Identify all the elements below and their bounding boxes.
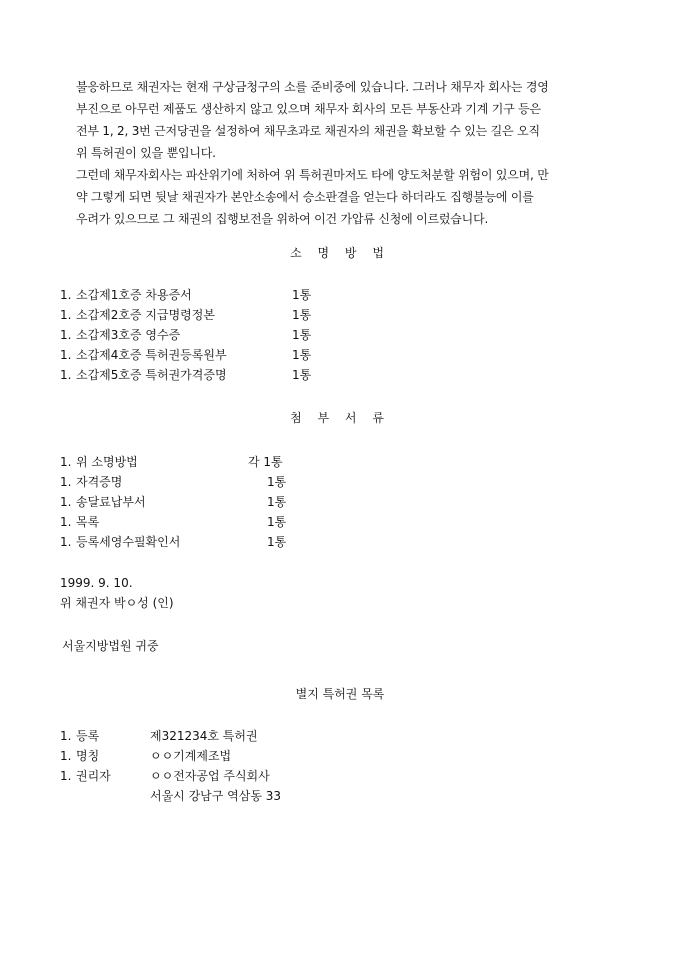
row-value: 서울시 강남구 역삼동 33 [150, 789, 282, 803]
row-value: ㅇㅇ전자공업 주식회사 [150, 769, 270, 783]
list-item [60, 365, 620, 385]
proof-list [60, 285, 620, 385]
row-value: ㅇㅇ기계제조법 [150, 749, 232, 763]
item-quantity: 1통 [292, 368, 312, 382]
item-quantity: 1통 [267, 535, 287, 549]
item-quantity: 각 1통 [248, 455, 283, 469]
item-name: 소갑제5호증 특허권가격증명 [76, 368, 227, 382]
item-number: 1. [60, 328, 72, 342]
list-item [60, 472, 620, 492]
paragraph-line: 그런데 채무자회사는 파산위기에 처하여 위 특허권마저도 타에 양도처분할 위험이 있으며, 만 [76, 168, 549, 182]
patent-row [60, 746, 620, 766]
paragraph-line: 전부 1, 2, 3번 근저당권을 설정하여 채무초과로 채권자의 채권을 확보할 수 있는 길은 오직 [76, 124, 540, 138]
paragraph-line: 약 그렇게 되면 뒷날 채권자가 본안소송에서 승소판결을 얻는다 하더라도 집행불능에 이를 [76, 190, 534, 204]
list-item [60, 325, 620, 345]
item-name: 자격증명 [76, 475, 123, 489]
item-name: 소갑제2호증 지급명령정본 [76, 308, 215, 322]
patent-row [60, 766, 620, 786]
item-name: 목록 [76, 515, 100, 529]
row-number: 1. [60, 749, 72, 763]
list-item [60, 532, 620, 552]
body-paragraph [76, 76, 628, 230]
proof-section-heading: 소 명 방 법 [290, 246, 390, 260]
item-number: 1. [60, 288, 72, 302]
patent-list-heading: 별지 특허권 목록 [295, 687, 385, 701]
creditor-signature: 위 채권자 박ㅇ성 (인) [60, 596, 174, 610]
item-quantity: 1통 [267, 495, 287, 509]
row-value: 제321234호 특허권 [150, 729, 258, 743]
patent-row [60, 726, 620, 746]
item-quantity: 1통 [292, 288, 312, 302]
list-item [60, 512, 620, 532]
item-name: 소갑제4호증 특허권등록원부 [76, 348, 227, 362]
item-number: 1. [60, 495, 72, 509]
item-name: 위 소명방법 [76, 455, 138, 469]
list-item [60, 452, 620, 472]
row-number: 1. [60, 769, 72, 783]
attachments-section-heading: 첨 부 서 류 [290, 411, 390, 425]
item-name: 송달료납부서 [76, 495, 146, 509]
item-quantity: 1통 [292, 348, 312, 362]
patent-list [60, 726, 620, 806]
row-label: 등록 [76, 729, 100, 743]
item-number: 1. [60, 308, 72, 322]
document-date: 1999. 9. 10. [60, 576, 133, 590]
row-label: 명칭 [76, 749, 100, 763]
item-number: 1. [60, 368, 72, 382]
list-item [60, 492, 620, 512]
item-number: 1. [60, 515, 72, 529]
item-name: 등록세영수필확인서 [76, 535, 181, 549]
item-name: 소갑제3호증 영수증 [76, 328, 181, 342]
list-item [60, 345, 620, 365]
attachments-list [60, 452, 620, 552]
list-item [60, 305, 620, 325]
item-number: 1. [60, 348, 72, 362]
paragraph-line: 우려가 있으므로 그 채권의 집행보전을 위하여 이건 가압류 신청에 이르렀습니다. [76, 212, 489, 226]
item-quantity: 1통 [292, 328, 312, 342]
list-item [60, 285, 620, 305]
item-quantity: 1통 [267, 515, 287, 529]
item-quantity: 1통 [292, 308, 312, 322]
court-addressee: 서울지방법원 귀중 [62, 639, 159, 653]
item-number: 1. [60, 475, 72, 489]
paragraph-line: 불응하므로 채권자는 현재 구상금청구의 소를 준비중에 있습니다. 그러나 채무자 회사는 경영 [76, 80, 549, 94]
item-number: 1. [60, 535, 72, 549]
patent-row [60, 786, 620, 806]
item-quantity: 1통 [267, 475, 287, 489]
paragraph-line: 위 특허권이 있을 뿐입니다. [76, 146, 216, 160]
item-name: 소갑제1호증 차용증서 [76, 288, 192, 302]
row-number: 1. [60, 729, 72, 743]
item-number: 1. [60, 455, 72, 469]
paragraph-line: 부진으로 아무런 제품도 생산하지 않고 있으며 채무자 회사의 모든 부동산과 기계 기구 등은 [76, 102, 541, 116]
row-label: 권리자 [76, 769, 111, 783]
